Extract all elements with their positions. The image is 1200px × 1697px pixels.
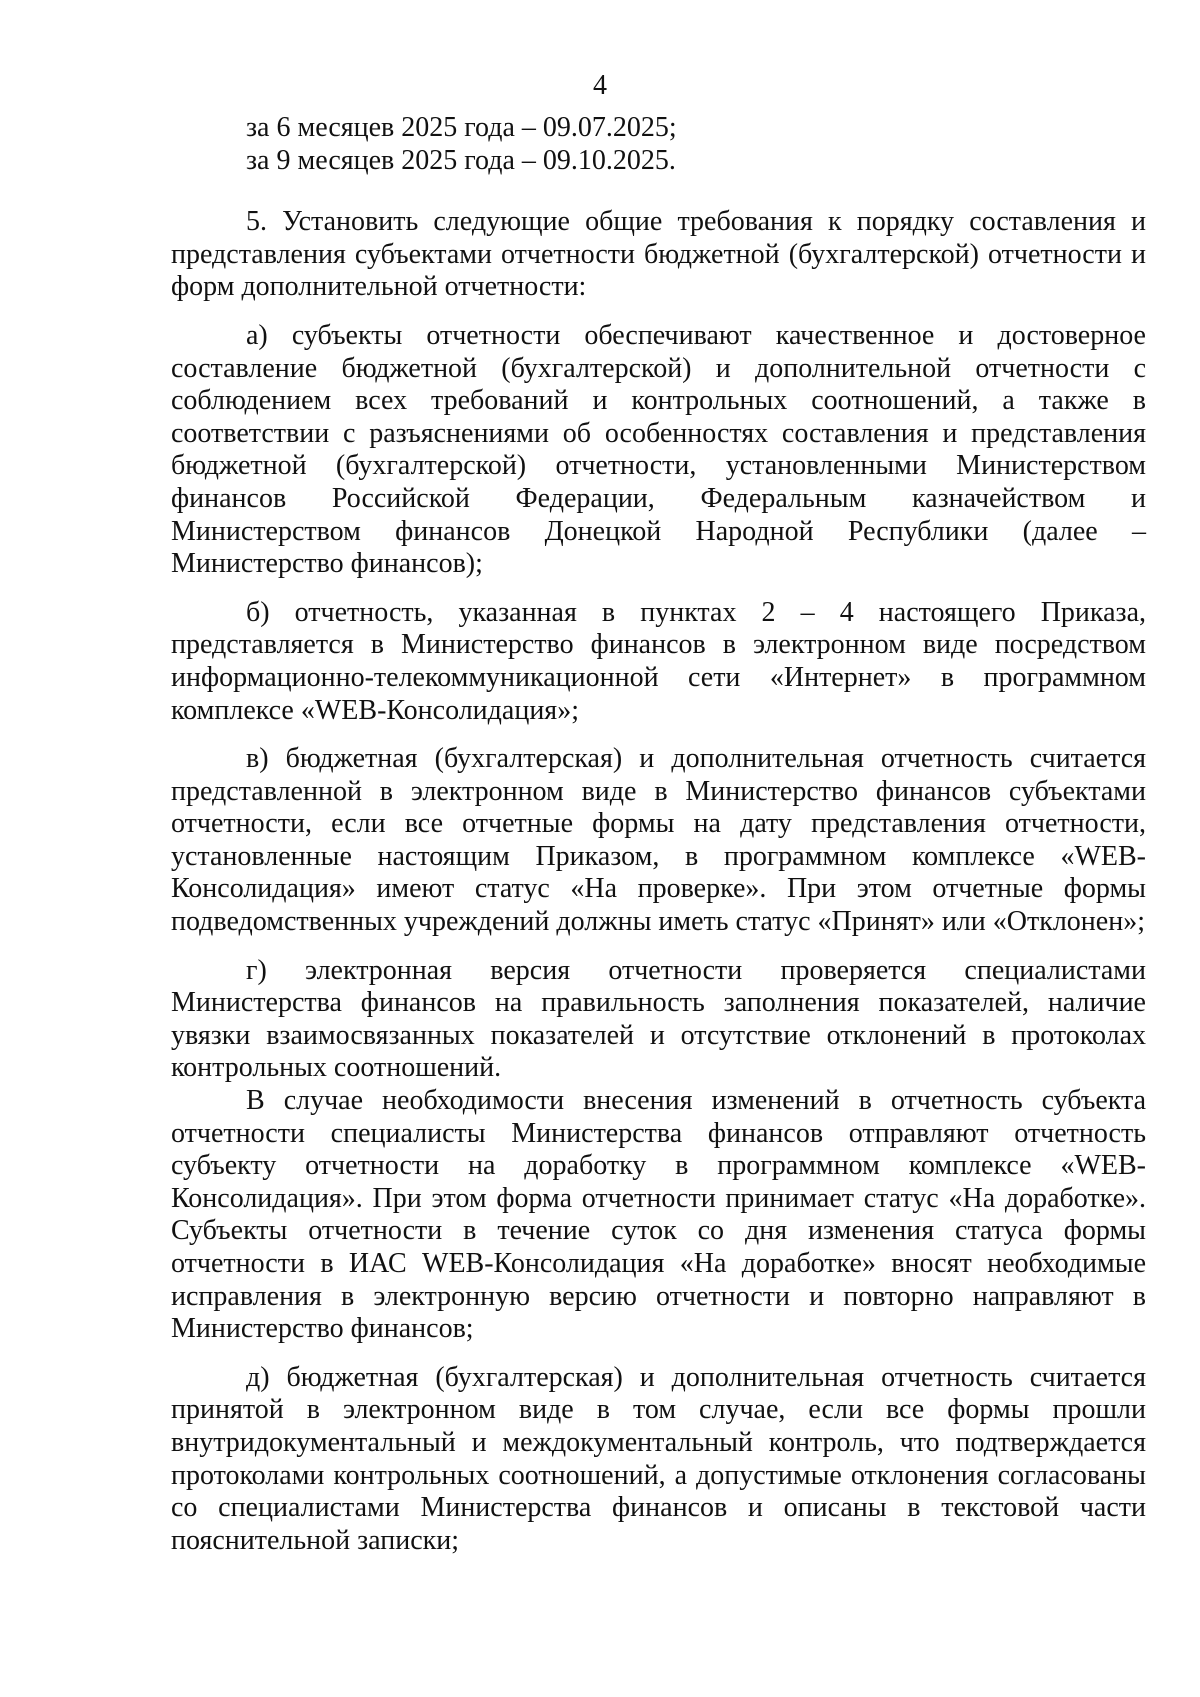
paragraph-item-5: 5. Установить следующие общие требования к порядку составления и представления субъектами отчетности бюджетной (бухгалтерской) отчетности и форм дополнительной отчетности:: [171, 206, 1146, 303]
paragraph-subitem-a: а) субъекты отчетности обеспечивают качественное и достоверное составление бюджетной (бухгалтерской) и дополнительной отчетности с соблюдением всех требований и контрольных соотношений, а также в соответствии с разъяснениями об особенностях составления и представления бюджетной (бухгалтерской) отчетности, установленными Министерством финансов Российской Федерации, Федеральным казначейством и Министерством финансов Донецкой Народной Республики (далее – Министерство финансов);: [171, 319, 1146, 580]
date-line-6-months: за 6 месяцев 2025 года – 09.07.2025;: [246, 112, 677, 143]
date-line-9-months: за 9 месяцев 2025 года – 09.10.2025.: [246, 144, 676, 176]
paragraph-subitem-g: г) электронная версия отчетности проверяется специалистами Министерства финансов на правильность заполнения показателей, наличие увязки взаимосвязанных показателей и отсутствие отклонений в протоколах контрольных соотношений.: [171, 954, 1146, 1084]
paragraph-subitem-b: б) отчетность, указанная в пунктах 2 – 4 настоящего Приказа, представляется в Министерство финансов в электронном виде посредством информационно-телекоммуникационной сети «Интернет» в программном комплексе «WEB-Консолидация»;: [171, 596, 1146, 726]
page-number: 4: [593, 70, 607, 101]
document-body: [171, 112, 1146, 1557]
paragraph-subitem-v: в) бюджетная (бухгалтерская) и дополнительная отчетность считается представленной в электронном виде в Министерство финансов субъектами отчетности, если все отчетные формы на дату представления отчетности, установленные настоящим Приказом, в программном комплексе «WEB-Консолидация» имеют статус «На проверке». При этом отчетные формы подведомственных учреждений должны иметь статус «Принят» или «Отклонен»;: [171, 743, 1146, 938]
paragraph-revision-procedure: В случае необходимости внесения изменений в отчетность субъекта отчетности специалисты Министерства финансов отправляют отчетность субъекту отчетности на доработку в программном комплексе «WEB-Консолидация». При этом форма отчетности принимает статус «На доработке». Субъекты отчетности в течение суток со дня изменения статуса формы отчетности в ИАС WEB-Консолидация «На доработке» вносят необходимые исправления в электронную версию отчетности и повторно направляют в Министерство финансов;: [171, 1085, 1146, 1345]
paragraph-subitem-d: д) бюджетная (бухгалтерская) и дополнительная отчетность считается принятой в электронном виде в том случае, если все формы прошли внутридокументальный и междокументальный контроль, что подтверждается протоколами контрольных соотношений, а допустимые отклонения согласованы со специалистами Министерства финансов и описаны в текстовой части пояснительной записки;: [171, 1361, 1146, 1556]
